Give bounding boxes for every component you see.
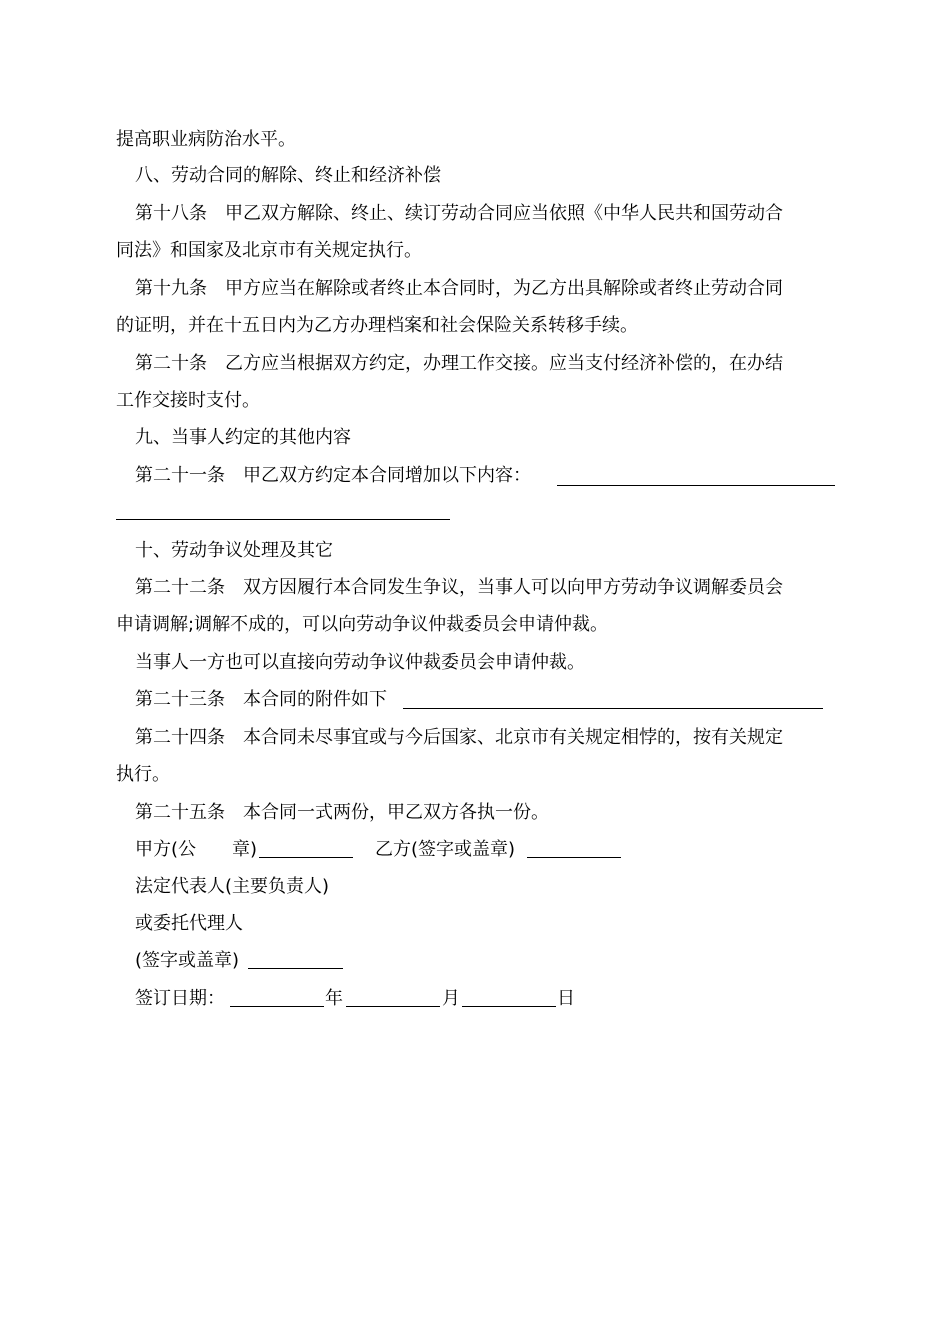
- article-25: 第二十五条 本合同一式两份，甲乙双方各执一份。: [135, 802, 549, 823]
- article-20-cont: 工作交接时支付。: [116, 390, 260, 411]
- fill-in-line: [557, 485, 835, 486]
- day-label: 日: [557, 988, 575, 1009]
- month-fill-line[interactable]: [346, 1006, 440, 1007]
- year-fill-line[interactable]: [230, 1006, 324, 1007]
- article-24: 第二十四条 本合同未尽事宜或与今后国家、北京市有关规定相悖的，按有关规定: [135, 727, 783, 748]
- article-22: 第二十二条 双方因履行本合同发生争议，当事人可以向甲方劳动争议调解委员会: [135, 577, 783, 598]
- article-19: 第十九条 甲方应当在解除或者终止本合同时，为乙方出具解除或者终止劳动合同: [135, 278, 783, 299]
- text-line: 提高职业病防治水平。: [116, 129, 296, 150]
- article-22-note: 当事人一方也可以直接向劳动争议仲裁委员会申请仲裁。: [135, 652, 585, 673]
- day-fill-line[interactable]: [462, 1006, 556, 1007]
- article-19-cont: 的证明，并在十五日内为乙方办理档案和社会保险关系转移手续。: [116, 315, 638, 336]
- year-label: 年: [325, 988, 343, 1009]
- party-a-signature-line[interactable]: [259, 857, 353, 858]
- sign-seal-label: (签字或盖章): [135, 950, 240, 971]
- fill-in-line: [403, 708, 823, 709]
- party-a-label: 甲方(公 章): [135, 839, 258, 860]
- agent-signature-line[interactable]: [248, 968, 343, 969]
- month-label: 月: [442, 988, 460, 1009]
- article-24-cont: 执行。: [116, 764, 170, 785]
- article-18: 第十八条 甲乙双方解除、终止、续订劳动合同应当依照《中华人民共和国劳动合: [135, 203, 783, 224]
- agent-label: 或委托代理人: [135, 913, 243, 934]
- section-heading-10: 十、劳动争议处理及其它: [135, 540, 333, 561]
- fill-in-line: [116, 519, 450, 520]
- article-21: 第二十一条 甲乙双方约定本合同增加以下内容：: [135, 465, 531, 486]
- party-b-signature-line[interactable]: [527, 857, 621, 858]
- article-22-cont: 申请调解;调解不成的，可以向劳动争议仲裁委员会申请仲裁。: [116, 614, 609, 635]
- party-b-label: 乙方(签字或盖章): [375, 839, 516, 860]
- date-label: 签订日期：: [135, 988, 225, 1009]
- article-18-cont: 同法》和国家及北京市有关规定执行。: [116, 240, 422, 261]
- legal-rep-label: 法定代表人(主要负责人): [135, 876, 330, 897]
- section-heading-8: 八、劳动合同的解除、终止和经济补偿: [135, 165, 441, 186]
- article-20: 第二十条 乙方应当根据双方约定，办理工作交接。应当支付经济补偿的，在办结: [135, 353, 783, 374]
- article-23: 第二十三条 本合同的附件如下: [135, 689, 387, 710]
- section-heading-9: 九、当事人约定的其他内容: [135, 427, 351, 448]
